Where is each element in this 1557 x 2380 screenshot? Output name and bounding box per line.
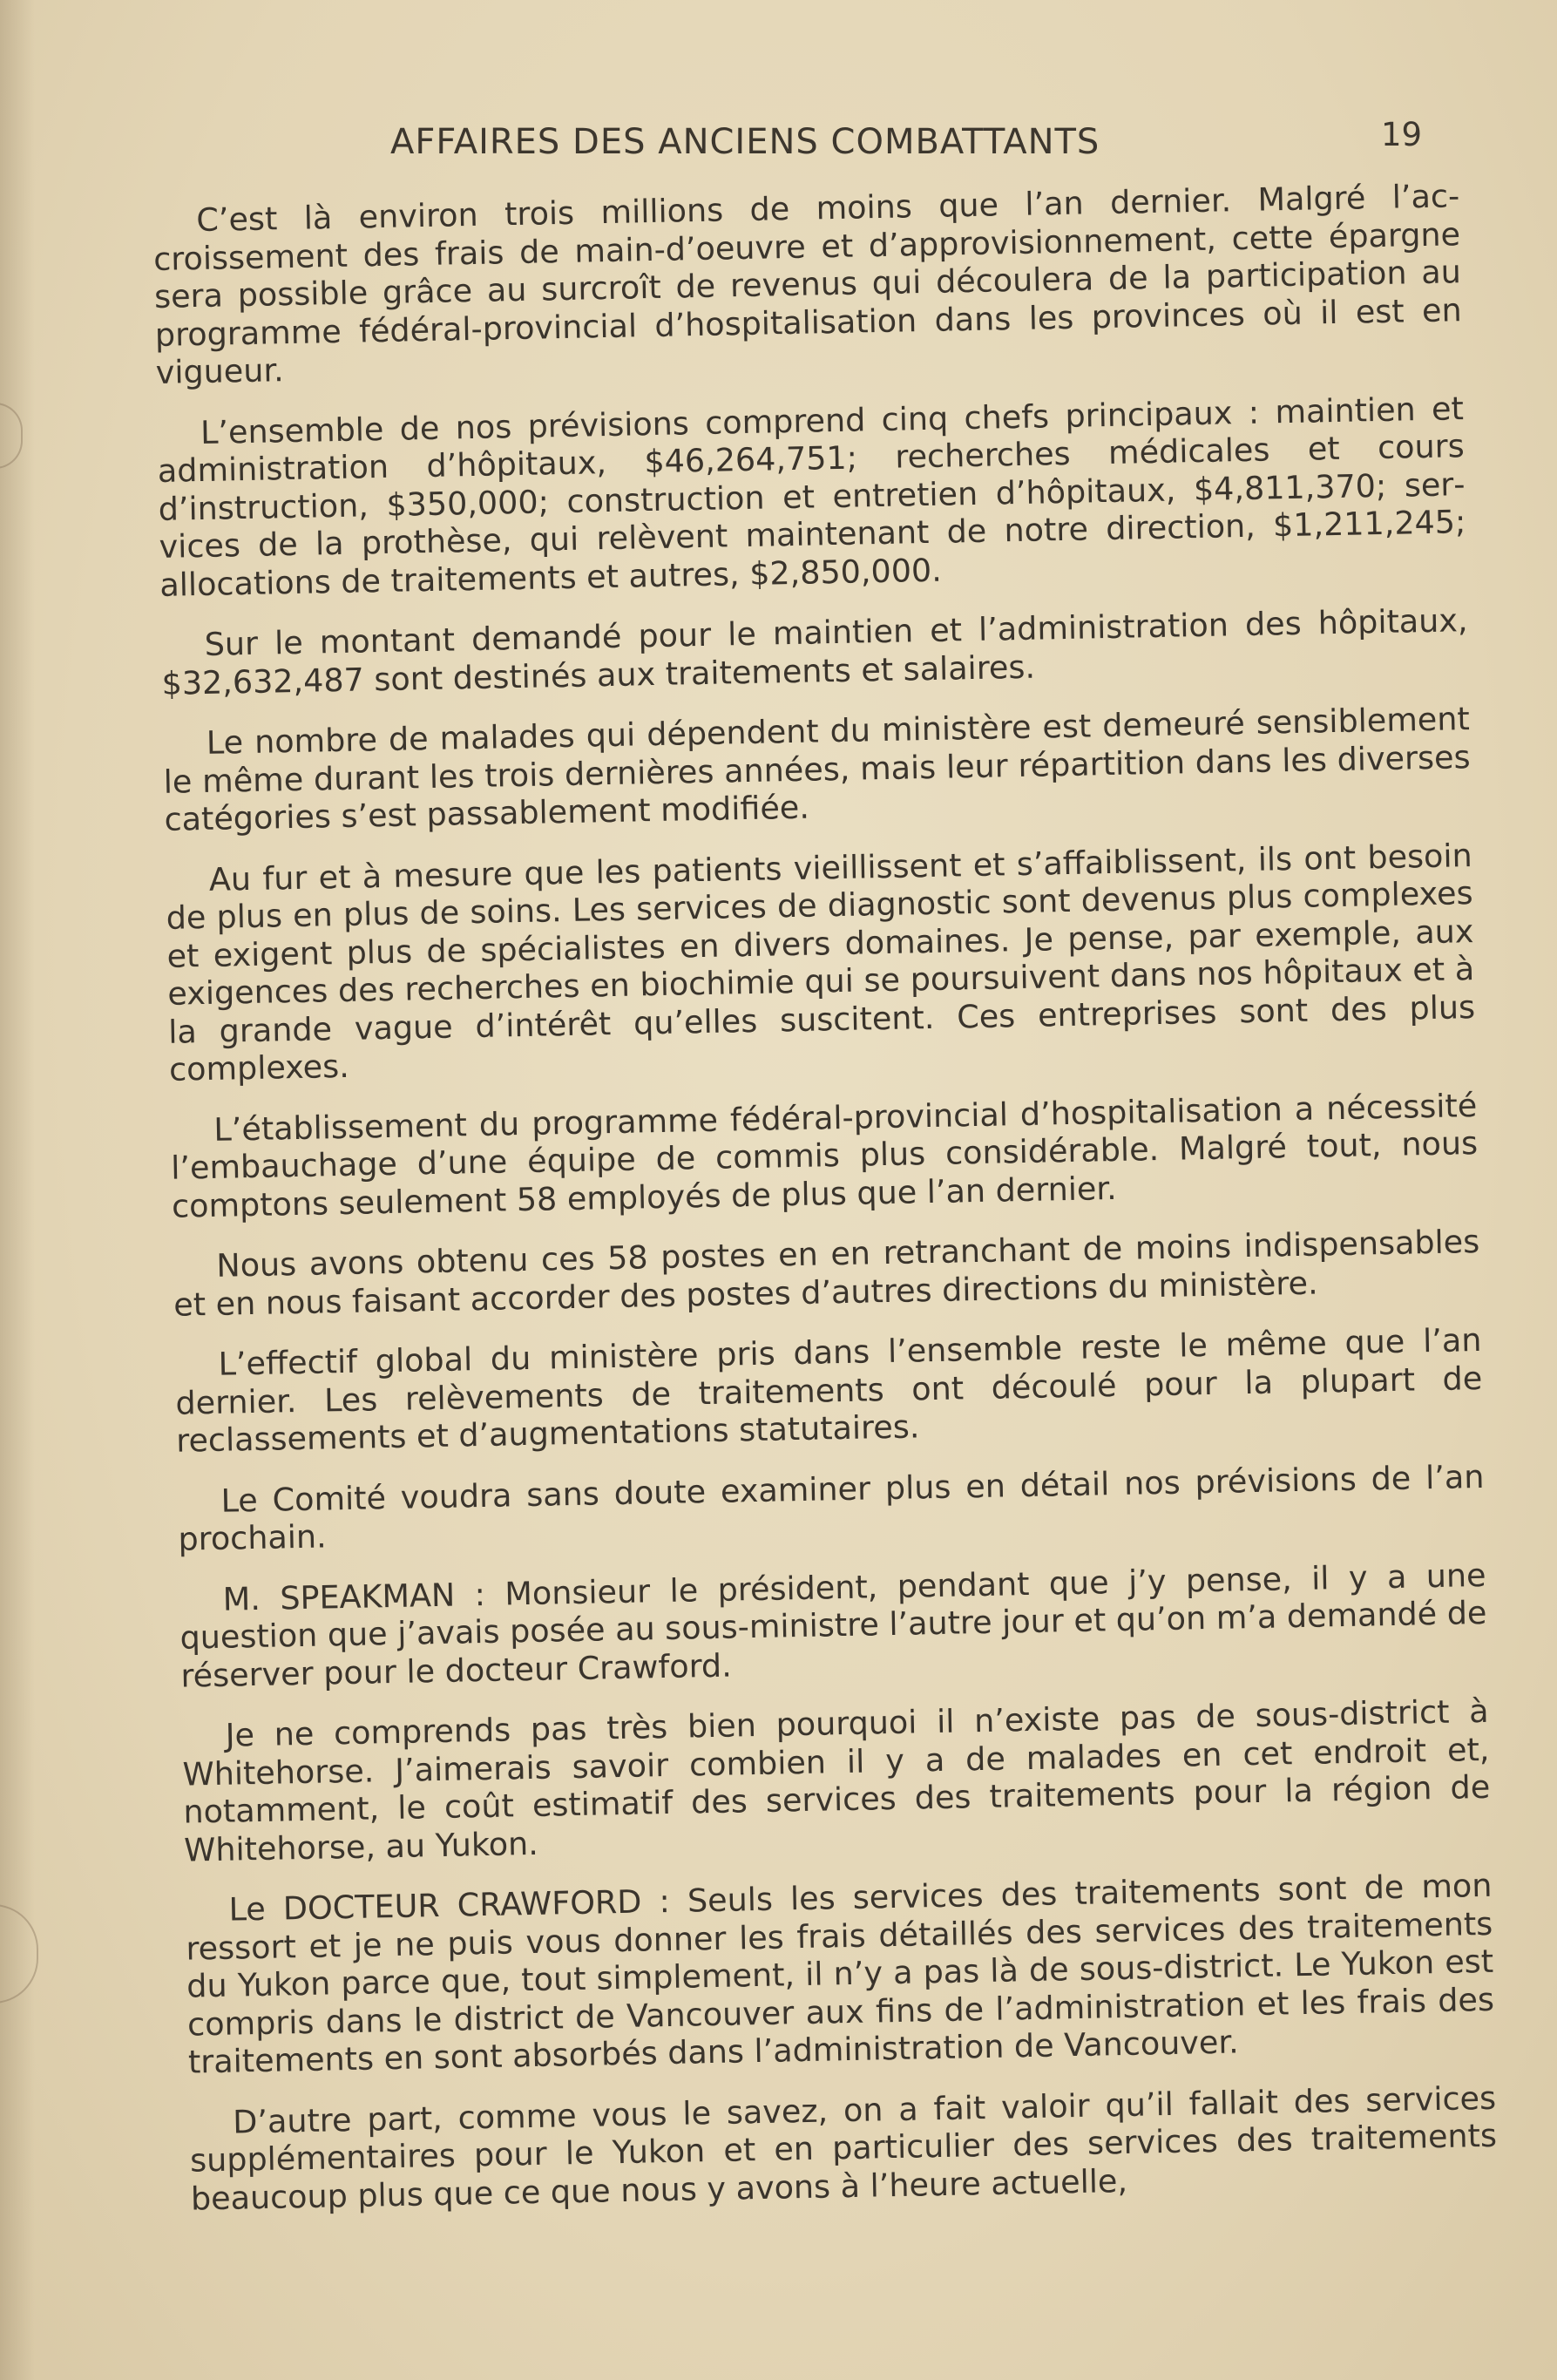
page-edge-shadow: [0, 0, 35, 2380]
paragraph: Le Comité voudra sans doute examiner plus en détail nos prévisions de l’an prochain.: [178, 1457, 1485, 1558]
paragraph: L’ensemble de nos prévisions comprend cinq chefs principaux : maintien et administration d’hôpitaux, $46,264,751; recherches médicales et cours d’instruction, $350,000; construction et entretien d’hôpitaux, $4,811,370; services de la prothèse, qui relèvent maintenant de notre direction, $1,211,245; allocations de traitements et autres, $2,850,000.: [157, 389, 1466, 604]
paragraph: C’est là environ trois millions de moins que l’an dernier. Malgré l’accroissement des frais de main-d’oeuvre et d’approvisionnement, cette épargne sera possible grâce au surcroît de revenus qui découlera de la participation au programme fédéral-provincial d’hospitalisation dans les provinces où il est en vigueur.: [152, 177, 1463, 391]
paragraph: Sur le montant demandé pour le maintien et l’administration des hôpitaux, $32,632,487 sont destinés aux traitements et salaires.: [161, 601, 1468, 702]
paragraph: Je ne comprends pas très bien pourquoi il n’existe pas de sous-district à Whitehorse. J’aimerais savoir combien il y a de malades en cet endroit et, notamment, le coût estimatif des services des traitements pour la région de Whitehorse, au Yukon.: [182, 1692, 1491, 1869]
page-number: 19: [1381, 116, 1423, 153]
paragraph: L’établissement du programme fédéral-provincial d’hospitalisation a nécessité l’embauchage d’une équipe de commis plus considérable. Malgré tout, nous comptons seulement 58 employés de plus que l’an dernier.: [170, 1086, 1479, 1225]
paragraph: Le DOCTEUR CRAWFORD : Seuls les services des traitements sont de mon ressort et je ne puis vous donner les frais détaillés des services des traitements du Yukon parce que, tout simplement, il n’y a pas là de sous-district. Le Yukon est compris dans le district de Vancouver aux fins de l’administration et les frais des traitements en sont absorbés dans l’administration de Vancouver.: [186, 1866, 1495, 2081]
paragraph: L’effectif global du ministère pris dans l’ensemble reste le même que l’an dernier. Les relèvements de traitements ont découlé pour la plupart de reclassements et d’augmentations statutaires.: [175, 1320, 1483, 1460]
body-text: [152, 177, 1499, 2240]
paragraph: Au fur et à mesure que les patients vieillissent et s’affaiblissent, ils ont besoin de plus en plus de soins. Les services de diagnostic sont devenus plus complexes et exigent plus de spécialistes en divers domaines. Je pense, par exemple, aux exigences des recherches en biochimie qui se poursuivent dans nos hôpitaux et à la grande vague d’intérêt qu’elles suscitent. Ces entreprises sont des plus complexes.: [166, 836, 1476, 1088]
running-title: AFFAIRES DES ANCIENS COMBATTANTS: [390, 122, 1100, 162]
paragraph: M. SPEAKMAN : Monsieur le président, pendant que j’y pense, il y a une question que j’avais posée au sous-ministre l’autre jour et qu’on m’a demandé de réserver pour le docteur Crawford.: [179, 1556, 1487, 1695]
paragraph: Le nombre de malades qui dépendent du ministère est demeuré sensiblement le même durant les trois dernières années, mais leur répartition dans les diverses catégories s’est passablement modifiée.: [163, 700, 1471, 838]
paragraph: D’autre part, comme vous le savez, on a fait valoir qu’il fallait des services supplémentaires pour le Yukon et en particulier des services des traitements beaucoup plus que ce que nous y avons à l’heure actuelle,: [189, 2078, 1498, 2218]
paragraph: Nous avons obtenu ces 58 postes en en retranchant de moins indispensables et en nous faisant accorder des postes d’autres directions du ministère.: [173, 1222, 1480, 1324]
